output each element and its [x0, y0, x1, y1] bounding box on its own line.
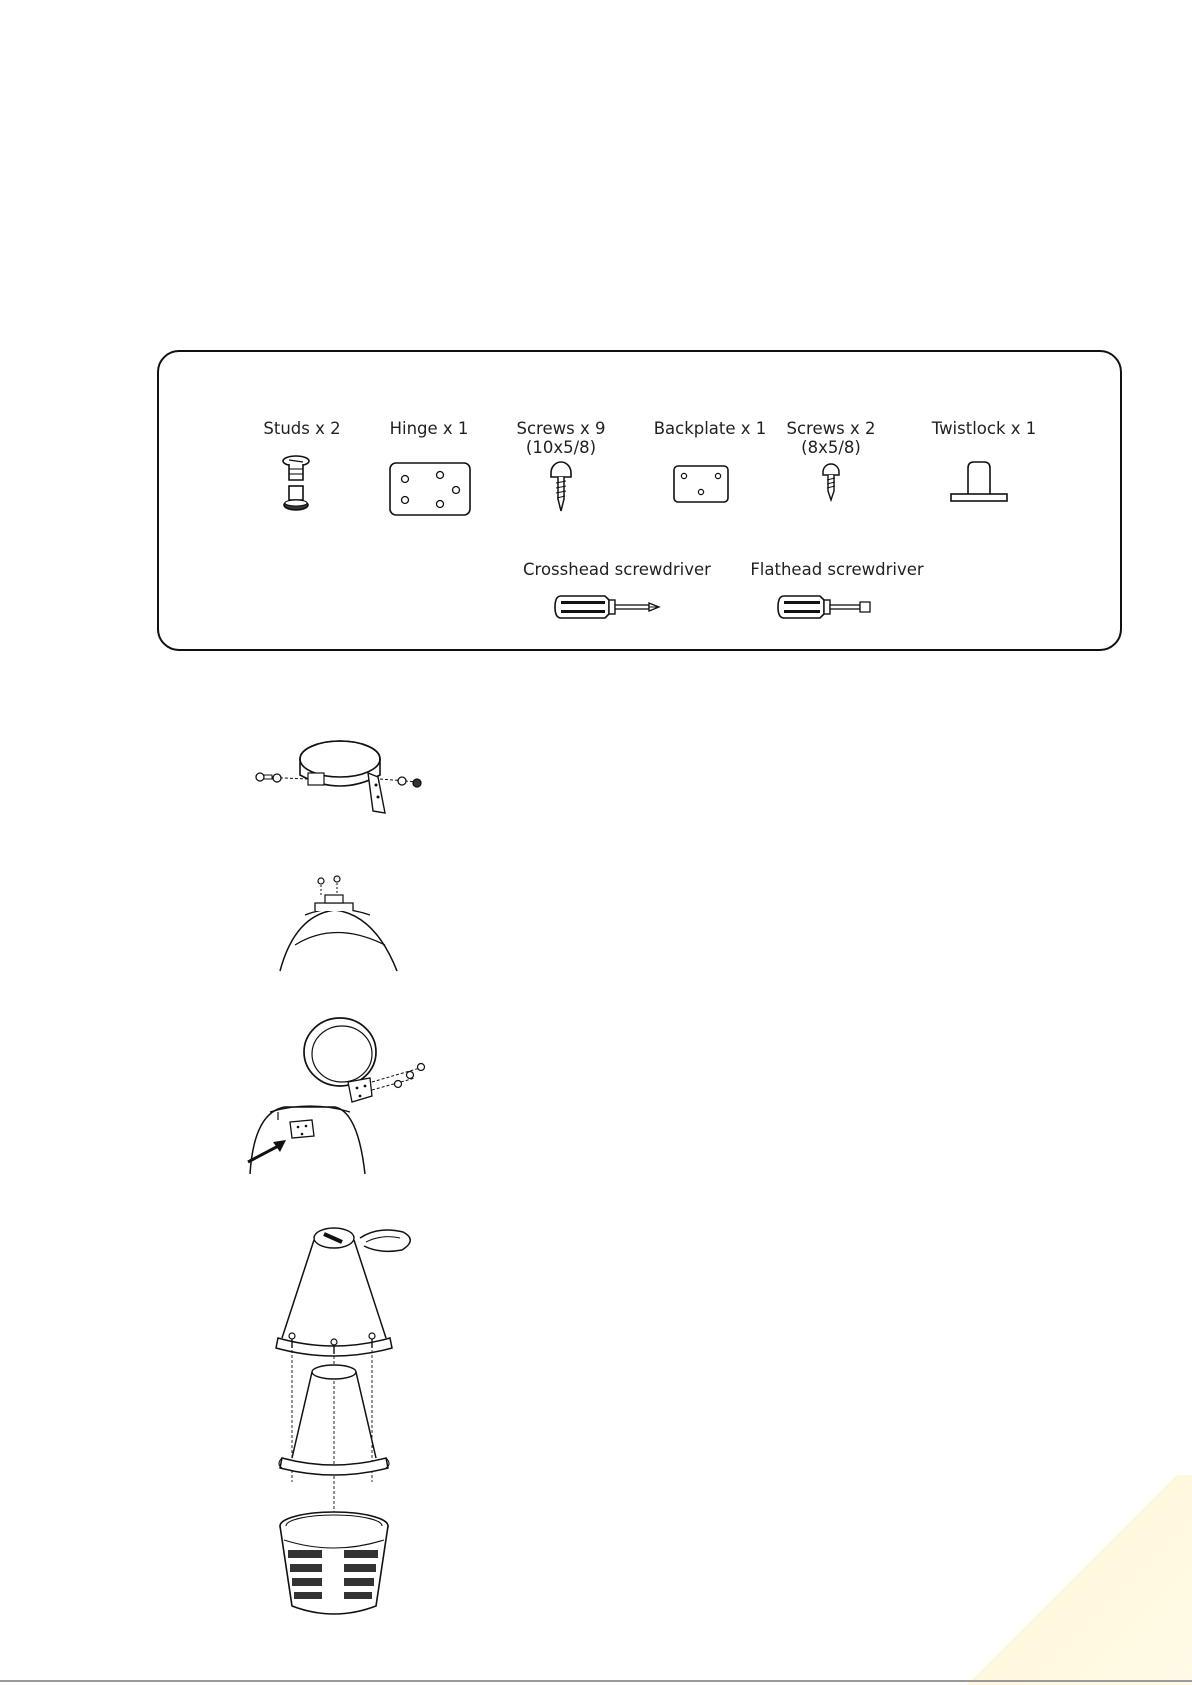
twistlock-screws-illustration — [275, 875, 405, 973]
screws-2-size: (8x5/8) — [801, 438, 861, 457]
twistlock-icon — [949, 460, 1009, 504]
flathead-label: Flathead screwdriver — [750, 560, 924, 579]
backplate-icon — [673, 465, 729, 503]
screws-9-size: (10x5/8) — [525, 438, 597, 457]
hinge-icon — [389, 462, 471, 516]
screws-2-label: Screws x 2 — [786, 419, 876, 438]
crosshead-label: Crosshead screwdriver — [523, 560, 711, 579]
flathead-screwdriver-icon — [776, 592, 876, 622]
page-bottom-rule — [0, 1680, 1192, 1682]
exploded-assembly-illustration — [268, 1220, 428, 1622]
screw-icon — [548, 459, 574, 513]
backplate-label: Backplate x 1 — [653, 419, 767, 438]
small-screw-icon — [821, 462, 841, 502]
lid-hinge-studs-illustration — [250, 735, 425, 825]
screws-9-label: Screws x 9 — [516, 419, 606, 438]
studs-icon — [279, 452, 313, 516]
page-corner-tint — [952, 1475, 1192, 1685]
parts-list-box — [157, 350, 1122, 651]
hinge-label: Hinge x 1 — [389, 419, 469, 438]
hinge-backplate-illustration — [240, 1012, 430, 1177]
studs-label: Studs x 2 — [263, 419, 341, 438]
twistlock-label: Twistlock x 1 — [931, 419, 1037, 438]
crosshead-screwdriver-icon — [553, 592, 663, 622]
